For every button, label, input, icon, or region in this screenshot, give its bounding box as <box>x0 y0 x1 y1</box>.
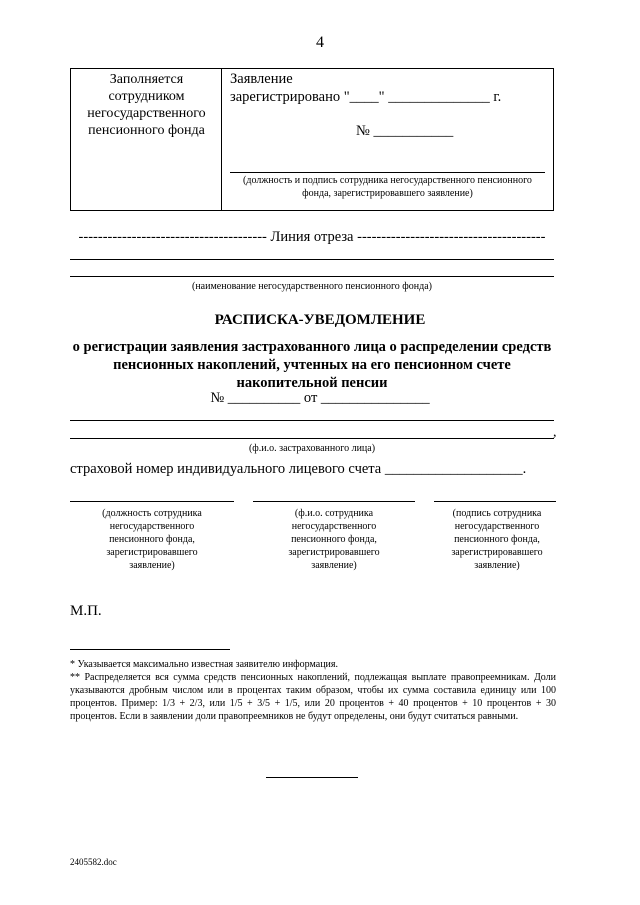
end-rule <box>266 777 358 778</box>
receipt-subtitle: о регистрации заявления застрахованного лица о распределении средств пенсионных накоплений, учтенных на его пенсионном счете накопительной пенсии <box>72 339 552 391</box>
registration-date-line: зарегистрировано "____" ______________ г. <box>230 89 502 105</box>
registration-table-divider <box>221 68 222 211</box>
receipt-number-line: № __________ от _______________ <box>210 390 430 406</box>
receipt-title: РАСПИСКА-УВЕДОМЛЕНИЕ <box>214 312 426 328</box>
footnotes <box>70 658 556 723</box>
footnote-2: ** Распределяется вся сумма средств пенсионных накоплений, подлежащая выплате правопреемникам. Доли указываются дробным числом или в процентах таким образом, чтобы их сумма составила единицу или 100 процентов. Пример: 1/3 + 2/3, или 1/5 + 3/5 + 1/5, или 20 процентов + 40 процентов + 10 процентов + 30 процентов. Если в заявлении доли правопреемников не будут определены, они будут считаться равными. <box>70 672 556 722</box>
fund-name-caption: (наименование негосударственного пенсионного фонда) <box>192 281 432 292</box>
insured-line-1 <box>70 420 554 421</box>
insured-caption: (ф.и.о. застрахованного лица) <box>248 443 376 454</box>
signature-line-sign <box>434 501 556 502</box>
insured-line-comma: , <box>553 425 557 440</box>
signature-caption-position: (должность сотрудника негосударственного пенсионного фонда, зарегистрировавшего заявление) <box>102 508 202 571</box>
doc-filename: 2405582.doc <box>70 857 117 867</box>
fund-name-line-1 <box>70 259 554 260</box>
stamp-place-label: М.П. <box>70 603 102 619</box>
registration-signature-caption: (должность и подпись сотрудника негосударственного пенсионного фонда, зарегистрировавшего заявление) <box>243 175 532 199</box>
signature-caption-sign: (подпись сотрудника негосударственного пенсионного фонда, зарегистрировавшего заявление) <box>451 508 543 571</box>
footnote-separator <box>70 649 230 650</box>
insured-line-2 <box>70 438 554 439</box>
signature-line-position <box>70 501 234 502</box>
signature-line-name <box>253 501 415 502</box>
signature-caption-name: (ф.и.о. сотрудника негосударственного пенсионного фонда, зарегистрировавшего заявление) <box>288 508 380 571</box>
snils-line: страховой номер индивидуального лицевого счета ___________________. <box>70 461 527 477</box>
fund-name-line-2 <box>70 276 554 277</box>
cut-line: --------------------------------------- Линия отреза --------------------------------------- <box>78 229 546 245</box>
footnote-1: * Указывается максимально известная заявителю информация. <box>70 659 339 670</box>
page-number: 4 <box>316 34 324 51</box>
registration-number-line: № ___________ <box>356 123 454 139</box>
registration-statement-label: Заявление <box>230 71 293 87</box>
registration-signature-line <box>230 172 545 173</box>
registration-left-cell: Заполняется сотрудником негосударственного пенсионного фонда <box>87 72 206 138</box>
